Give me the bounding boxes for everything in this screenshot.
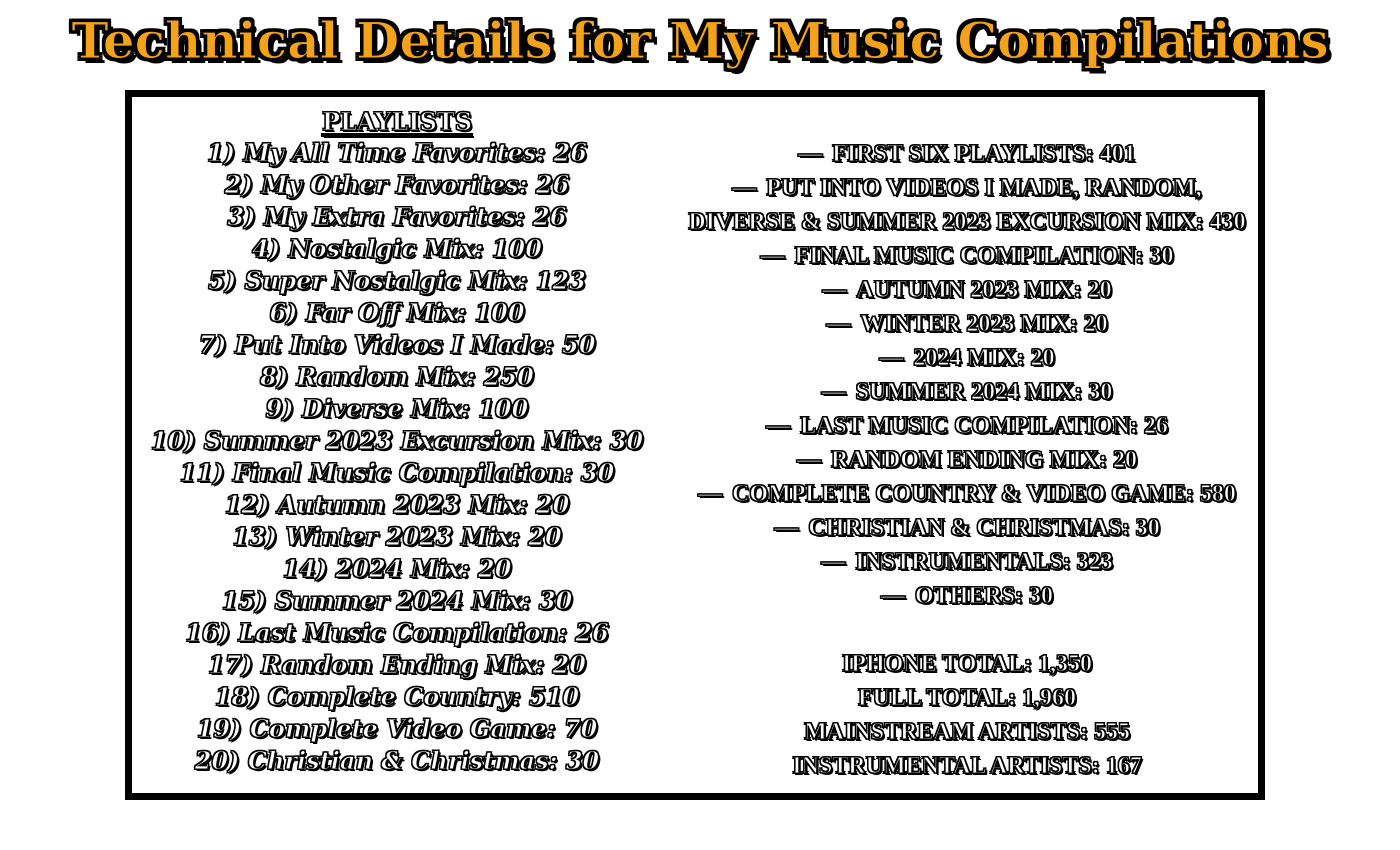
summary-item xyxy=(687,307,1247,341)
details-panel xyxy=(125,90,1265,800)
total-item: IPHONE TOTAL: 1,350 xyxy=(841,651,1093,677)
dash-marker: — xyxy=(732,175,757,201)
summary-list xyxy=(687,137,1247,613)
playlist-item: 9) Diverse Mix: 100 xyxy=(265,394,529,423)
dash-marker: — xyxy=(821,549,846,575)
summary-item-text: INSTRUMENTALS: 323 xyxy=(855,549,1113,575)
summary-item xyxy=(687,511,1247,545)
dash-marker: — xyxy=(880,583,905,609)
summary-item xyxy=(687,341,1247,375)
summary-item xyxy=(687,579,1247,613)
dash-marker: — xyxy=(766,413,791,439)
playlist-item: 15) Summer 2024 Mix: 30 xyxy=(221,586,573,615)
playlist-item: 20) Christian & Christmas: 30 xyxy=(194,746,600,775)
playlist-item: 3) My Extra Favorites: 26 xyxy=(227,202,567,231)
dash-marker: — xyxy=(798,141,823,167)
summary-item-text: CHRISTIAN & CHRISTMAS: 30 xyxy=(808,515,1160,541)
playlist-item: 2) My Other Favorites: 26 xyxy=(224,170,570,199)
summary-item-text: 2024 MIX: 20 xyxy=(913,345,1055,371)
summary-item-text: PUT INTO VIDEOS I MADE, RANDOM, xyxy=(766,175,1202,201)
dash-marker: — xyxy=(826,311,851,337)
playlist-item: 8) Random Mix: 250 xyxy=(260,362,534,391)
playlist-item: 17) Random Ending Mix: 20 xyxy=(208,650,586,679)
summary-spacer xyxy=(687,613,1247,647)
dash-marker: — xyxy=(879,345,904,371)
dash-marker: — xyxy=(822,277,847,303)
playlist-item: 10) Summer 2023 Excursion Mix: 30 xyxy=(150,426,644,455)
dash-marker: — xyxy=(760,243,785,269)
summary-column xyxy=(687,137,1247,783)
playlist-item: 19) Complete Video Game: 70 xyxy=(196,714,598,743)
summary-item-text: SUMMER 2024 MIX: 30 xyxy=(855,379,1113,405)
summary-item xyxy=(687,409,1247,443)
summary-item-text: AUTUMN 2023 MIX: 20 xyxy=(856,277,1112,303)
summary-item-text: FINAL MUSIC COMPILATION: 30 xyxy=(794,243,1174,269)
playlist-item: 4) Nostalgic Mix: 100 xyxy=(252,234,542,263)
summary-item xyxy=(687,171,1247,205)
playlist-item: 7) Put Into Videos I Made: 50 xyxy=(198,330,596,359)
page-title: Technical Details for My Music Compilations xyxy=(71,11,1329,70)
summary-item xyxy=(687,545,1247,579)
summary-item xyxy=(687,273,1247,307)
playlist-item: 14) 2024 Mix: 20 xyxy=(282,554,512,583)
total-item: MAINSTREAM ARTISTS: 555 xyxy=(804,719,1130,745)
playlist-item: 5) Super Nostalgic Mix: 123 xyxy=(208,266,586,295)
summary-item-text: WINTER 2023 MIX: 20 xyxy=(860,311,1108,337)
total-item: FULL TOTAL: 1,960 xyxy=(857,685,1077,711)
summary-item xyxy=(687,443,1247,477)
playlist-item: 12) Autumn 2023 Mix: 20 xyxy=(224,490,570,519)
summary-item-text: OTHERS: 30 xyxy=(914,583,1054,609)
summary-item xyxy=(687,137,1247,171)
dash-marker: — xyxy=(797,447,821,473)
playlists-heading: PLAYLISTS xyxy=(321,107,473,136)
playlist-item: 13) Winter 2023 Mix: 20 xyxy=(232,522,562,551)
summary-item-text: RANDOM ENDING MIX: 20 xyxy=(831,447,1137,473)
playlist-item: 11) Final Music Compilation: 30 xyxy=(179,458,615,487)
playlist-item: 6) Far Off Mix: 100 xyxy=(269,298,525,327)
playlist-item: 1) My All Time Favorites: 26 xyxy=(207,138,587,167)
dash-marker: — xyxy=(821,379,846,405)
summary-item xyxy=(687,477,1247,511)
summary-item-text: FIRST SIX PLAYLISTS: 401 xyxy=(832,141,1136,167)
playlist-item: 18) Complete Country: 510 xyxy=(214,682,580,711)
playlist-item: 16) Last Music Compilation: 26 xyxy=(185,618,609,647)
summary-item-text: COMPLETE COUNTRY & VIDEO GAME: 580 xyxy=(732,481,1236,507)
summary-item-text: DIVERSE & SUMMER 2023 EXCURSION MIX: 430 xyxy=(688,209,1246,235)
total-item: INSTRUMENTAL ARTISTS: 167 xyxy=(792,753,1142,779)
summary-item xyxy=(687,239,1247,273)
dash-marker: — xyxy=(698,481,723,507)
summary-item xyxy=(687,375,1247,409)
summary-item xyxy=(687,205,1247,239)
dash-marker: — xyxy=(774,515,799,541)
playlists-column xyxy=(132,107,662,777)
summary-item-text: LAST MUSIC COMPILATION: 26 xyxy=(800,413,1168,439)
